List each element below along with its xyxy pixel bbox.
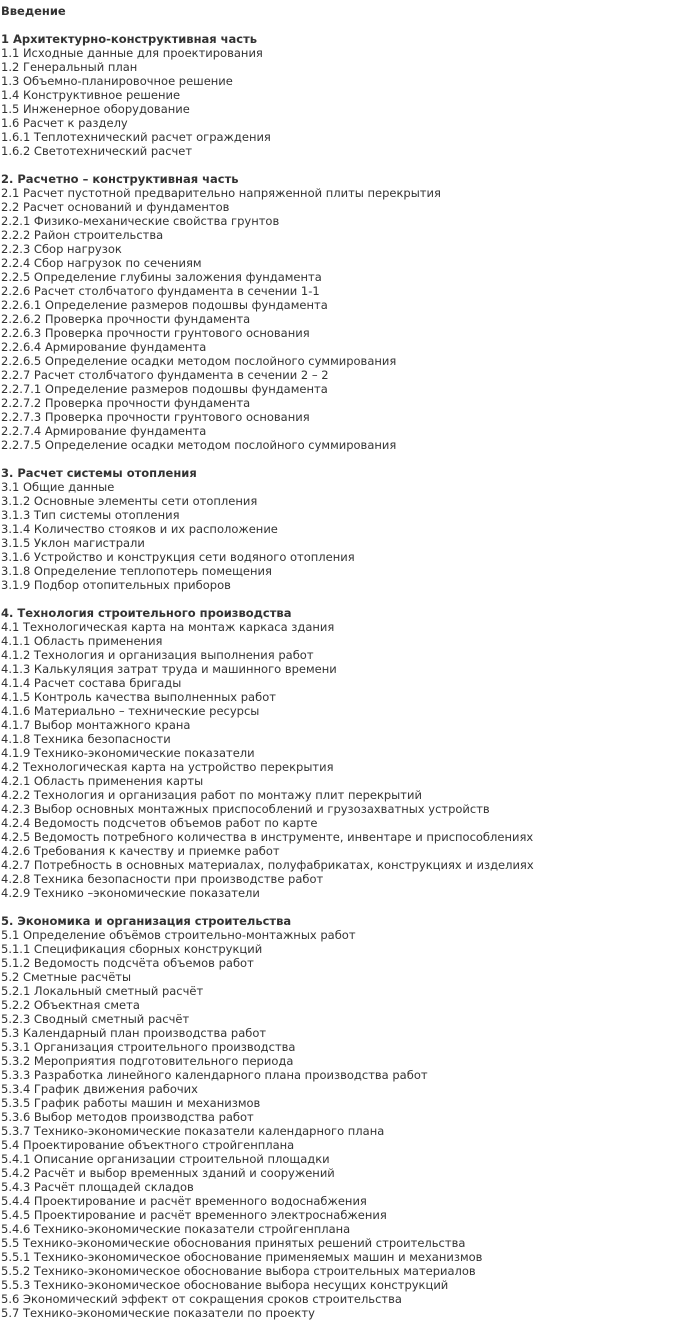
toc-item: 5.3.7 Технико-экономические показатели календарного плана (1, 1124, 385, 1138)
toc-item: 5.4.1 Описание организации строительной площадки (1, 1152, 330, 1166)
section-heading: 1 Архитектурно-конструктивная часть (1, 32, 258, 46)
toc-item: 5.5.1 Технико-экономическое обоснование применяемых машин и механизмов (1, 1250, 483, 1264)
toc-item: 4.2.4 Ведомость подсчетов объемов работ по карте (1, 816, 318, 830)
toc-item: 5.2.2 Объектная смета (1, 998, 140, 1012)
toc-item: 5.2.3 Сводный сметный расчёт (1, 1012, 190, 1026)
toc-item: 2.2.6.1 Определение размеров подошвы фундамента (1, 298, 328, 312)
toc-item: 2.2.3 Сбор нагрузок (1, 242, 122, 256)
toc-item: 3.1 Общие данные (1, 480, 115, 494)
toc-item: 1.6.2 Светотехнический расчет (1, 144, 193, 158)
toc-section-2 (1, 172, 700, 466)
toc-item: 5.4.6 Технико-экономические показатели стройгенплана (1, 1222, 351, 1236)
toc-item: 5.3 Календарный план производства работ (1, 1026, 267, 1040)
section-heading: 4. Технология строительного производства (1, 606, 292, 620)
toc-item: 4.2.1 Область применения карты (1, 774, 204, 788)
toc-item: 1.2 Генеральный план (1, 60, 138, 74)
toc-item: 2.2.7.3 Проверка прочности грунтового основания (1, 410, 310, 424)
toc-item: 5.2 Сметные расчёты (1, 970, 132, 984)
toc-item: 2.2.6.5 Определение осадки методом послойного суммирования (1, 354, 397, 368)
toc-item: 4.1.1 Область применения (1, 634, 163, 648)
toc-item: 2.2 Расчет оснований и фундаментов (1, 200, 230, 214)
toc-item: 2.2.6.3 Проверка прочности грунтового основания (1, 326, 310, 340)
toc-item: 4.1.7 Выбор монтажного крана (1, 718, 191, 732)
toc-item: 3.1.6 Устройство и конструкция сети водяного отопления (1, 550, 355, 564)
toc-item: 2.2.2 Район строительства (1, 228, 164, 242)
toc-item: 5.2.1 Локальный сметный расчёт (1, 984, 204, 998)
toc-item: 5.3.2 Мероприятия подготовительного периода (1, 1054, 294, 1068)
toc-sections (1, 32, 700, 1320)
toc-item: 5.5.2 Технико-экономическое обоснование выбора строительных материалов (1, 1264, 476, 1278)
toc-item: 2.2.6.4 Армирование фундамента (1, 340, 207, 354)
toc-item: 2.2.1 Физико-механические свойства грунтов (1, 214, 280, 228)
toc-item: 2.2.7.1 Определение размеров подошвы фундамента (1, 382, 328, 396)
toc-section-5 (1, 914, 700, 1320)
toc-item: 1.6.1 Теплотехнический расчет ограждения (1, 130, 271, 144)
toc-item: 5.6 Экономический эффект от сокращения сроков строительства (1, 1292, 402, 1306)
toc-item: 5.4.5 Проектирование и расчёт временного электроснабжения (1, 1208, 387, 1222)
spacer (1, 158, 700, 172)
toc-item: 2.2.7 Расчет столбчатого фундамента в сечении 2 – 2 (1, 368, 329, 382)
toc-item: 4.2.3 Выбор основных монтажных приспособлений и грузозахватных устройств (1, 802, 490, 816)
toc-item: 5.1 Определение объёмов строительно-монтажных работ (1, 928, 356, 942)
section-heading: 2. Расчетно – конструктивная часть (1, 172, 239, 186)
toc-item: 2.1 Расчет пустотной предварительно напряженной плиты перекрытия (1, 186, 441, 200)
toc-section-3 (1, 466, 700, 606)
toc-item: 2.2.6 Расчет столбчатого фундамента в сечении 1-1 (1, 284, 320, 298)
toc-item: 2.2.4 Сбор нагрузок по сечениям (1, 256, 202, 270)
toc-item: 4.1.8 Техника безопасности (1, 732, 171, 746)
toc-item: 1.3 Объемно-планировочное решение (1, 74, 233, 88)
toc-section-1 (1, 32, 700, 172)
toc-item: 5.5.3 Технико-экономическое обоснование выбора несущих конструкций (1, 1278, 449, 1292)
toc-item: 3.1.9 Подбор отопительных приборов (1, 578, 231, 592)
toc-item: 4.1.5 Контроль качества выполненных работ (1, 690, 276, 704)
toc-item: 3.1.5 Уклон магистрали (1, 536, 145, 550)
spacer (1, 18, 700, 32)
toc-item: 4.1 Технологическая карта на монтаж каркаса здания (1, 620, 335, 634)
toc-item: 4.1.3 Калькуляция затрат труда и машинного времени (1, 662, 337, 676)
toc-item: 1.4 Конструктивное решение (1, 88, 181, 102)
toc-item: 1.1 Исходные данные для проектирования (1, 46, 263, 60)
section-heading: 3. Расчет системы отопления (1, 466, 197, 480)
spacer (1, 900, 700, 914)
toc-item: 5.3.6 Выбор методов производства работ (1, 1110, 254, 1124)
toc-item: 1.6 Расчет к разделу (1, 116, 128, 130)
toc-item: 4.1.9 Технико-экономические показатели (1, 746, 255, 760)
toc-item: 4.1.2 Технология и организация выполнения работ (1, 648, 314, 662)
toc-item: 4.2.8 Техника безопасности при производстве работ (1, 872, 324, 886)
toc-item: 5.4.2 Расчёт и выбор временных зданий и сооружений (1, 1166, 335, 1180)
spacer (1, 592, 700, 606)
toc-item: 4.2.7 Потребность в основных материалах, полуфабрикатах, конструкциях и изделиях (1, 858, 534, 872)
toc-item: 2.2.6.2 Проверка прочности фундамента (1, 312, 251, 326)
spacer (1, 452, 700, 466)
toc-item: 3.1.3 Тип системы отопления (1, 508, 180, 522)
toc-item: 4.1.4 Расчет состава бригады (1, 676, 182, 690)
toc-item: 5.3.1 Организация строительного производства (1, 1040, 296, 1054)
toc-item: 3.1.2 Основные элементы сети отопления (1, 494, 258, 508)
toc-item: 4.2 Технологическая карта на устройство перекрытия (1, 760, 334, 774)
toc-item: 4.2.5 Ведомость потребного количества в инструменте, инвентаре и приспособлениях (1, 830, 534, 844)
toc-item: 2.2.7.2 Проверка прочности фундамента (1, 396, 251, 410)
toc-item: 3.1.8 Определение теплопотерь помещения (1, 564, 272, 578)
toc-item: 5.3.4 График движения рабочих (1, 1082, 198, 1096)
toc-item: 5.4.3 Расчёт площадей складов (1, 1180, 194, 1194)
toc-item: 1.5 Инженерное оборудование (1, 102, 190, 116)
toc-item: 4.1.6 Материально – технические ресурсы (1, 704, 260, 718)
toc-item: 4.2.2 Технология и организация работ по монтажу плит перекрытий (1, 788, 422, 802)
toc-item: 2.2.7.4 Армирование фундамента (1, 424, 207, 438)
toc-item: 5.5 Технико-экономические обоснования принятых решений строительства (1, 1236, 466, 1250)
toc-item: 5.4 Проектирование объектного стройгенплана (1, 1138, 295, 1152)
toc-item: 5.3.5 График работы машин и механизмов (1, 1096, 261, 1110)
section-heading: 5. Экономика и организация строительства (1, 914, 292, 928)
toc-item: 3.1.4 Количество стояков и их расположение (1, 522, 278, 536)
toc-item: 5.1.1 Спецификация сборных конструкций (1, 942, 263, 956)
toc-item: 2.2.7.5 Определение осадки методом послойного суммирования (1, 438, 397, 452)
intro-heading: Введение (1, 4, 66, 18)
toc-item: 4.2.9 Технико –экономические показатели (1, 886, 260, 900)
toc-item: 4.2.6 Требования к качеству и приемке работ (1, 844, 280, 858)
toc-item: 5.1.2 Ведомость подсчёта объемов работ (1, 956, 254, 970)
toc-item: 5.3.3 Разработка линейного календарного плана производства работ (1, 1068, 428, 1082)
toc-item: 5.4.4 Проектирование и расчёт временного водоснабжения (1, 1194, 367, 1208)
toc-section-4 (1, 606, 700, 914)
toc-item: 5.7 Технико-экономические показатели по проекту (1, 1306, 315, 1320)
toc-item: 2.2.5 Определение глубины заложения фундамента (1, 270, 322, 284)
